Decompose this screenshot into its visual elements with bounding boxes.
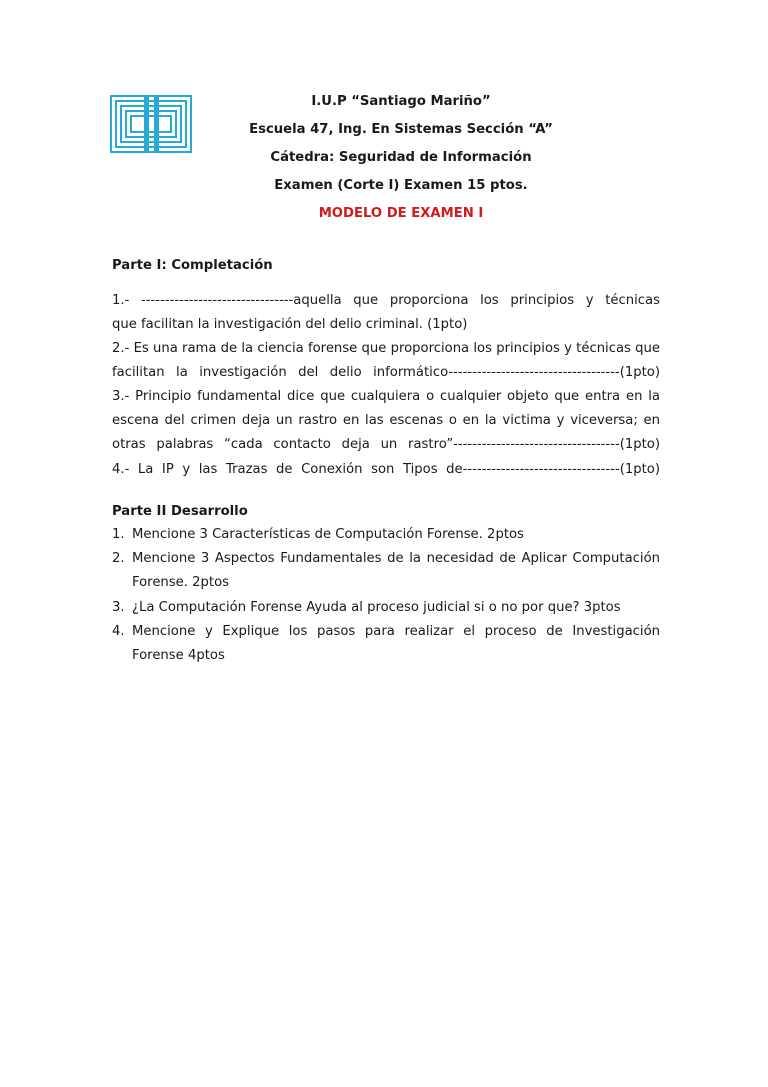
- q2-line-2: facilitan la investigación del delio informático------------------------------------(1pto): [112, 365, 660, 381]
- item-number: 2.: [112, 551, 125, 567]
- list-item: [112, 523, 660, 547]
- part1-question-2: [112, 337, 660, 385]
- q3-line-1: 3.- Principio fundamental dice que cualquiera o cualquier objeto que entra en la: [112, 389, 660, 404]
- exam-header: [196, 88, 606, 228]
- item-text: Mencione 3 Características de Computación Forense. 2ptos: [132, 527, 524, 542]
- part1-title: Parte I: Completación: [112, 258, 273, 273]
- chair-name: Cátedra: Seguridad de Información: [270, 150, 532, 165]
- q4-line-1: 4.- La IP y las Trazas de Conexión son Tipos de---------------------------------(1pto): [112, 462, 660, 477]
- part1-question-1: [112, 289, 660, 337]
- exam-title: Examen (Corte I) Examen 15 ptos.: [274, 178, 528, 193]
- part1-question-3: [112, 385, 660, 458]
- q1-line-1: 1.- --------------------------------aquella que proporciona los principios y técnicas: [112, 293, 660, 308]
- part2-question-list: [112, 523, 660, 668]
- part2-title: Parte II Desarrollo: [112, 504, 248, 519]
- item-text: Mencione 3 Aspectos Fundamentales de la necesidad de Aplicar Computación Forense. 2ptos: [132, 551, 660, 591]
- part1-question-4: [112, 458, 660, 482]
- item-number: 3.: [112, 599, 125, 615]
- list-item: [112, 596, 660, 620]
- exam-model-label: MODELO DE EXAMEN I: [318, 206, 484, 221]
- item-number: 4.: [112, 623, 125, 639]
- q3-line-2: escena del crimen deja un rastro en las escenas o en la victima y viceversa; en: [112, 413, 660, 429]
- institute-name: I.U.P “Santiago Mariño”: [311, 94, 491, 109]
- item-text: Mencione y Explique los pasos para realizar el proceso de Investigación Forense 4ptos: [132, 623, 660, 664]
- list-item: [112, 547, 660, 595]
- item-number: 1.: [112, 527, 125, 542]
- q3-line-3: otras palabras “cada contacto deja un rastro”-----------------------------------(1pto): [112, 437, 660, 453]
- q2-line-1: 2.- Es una rama de la ciencia forense que proporciona los principios y técnicas que: [112, 341, 660, 356]
- institution-logo-icon: [110, 95, 192, 153]
- school-section: Escuela 47, Ing. En Sistemas Sección “A”: [249, 122, 553, 137]
- list-item: [112, 620, 660, 668]
- q1-line-2: que facilitan la investigación del delio criminal. (1pto): [112, 317, 468, 333]
- item-text: ¿La Computación Forense Ayuda al proceso judicial si o no por que? 3ptos: [132, 599, 621, 615]
